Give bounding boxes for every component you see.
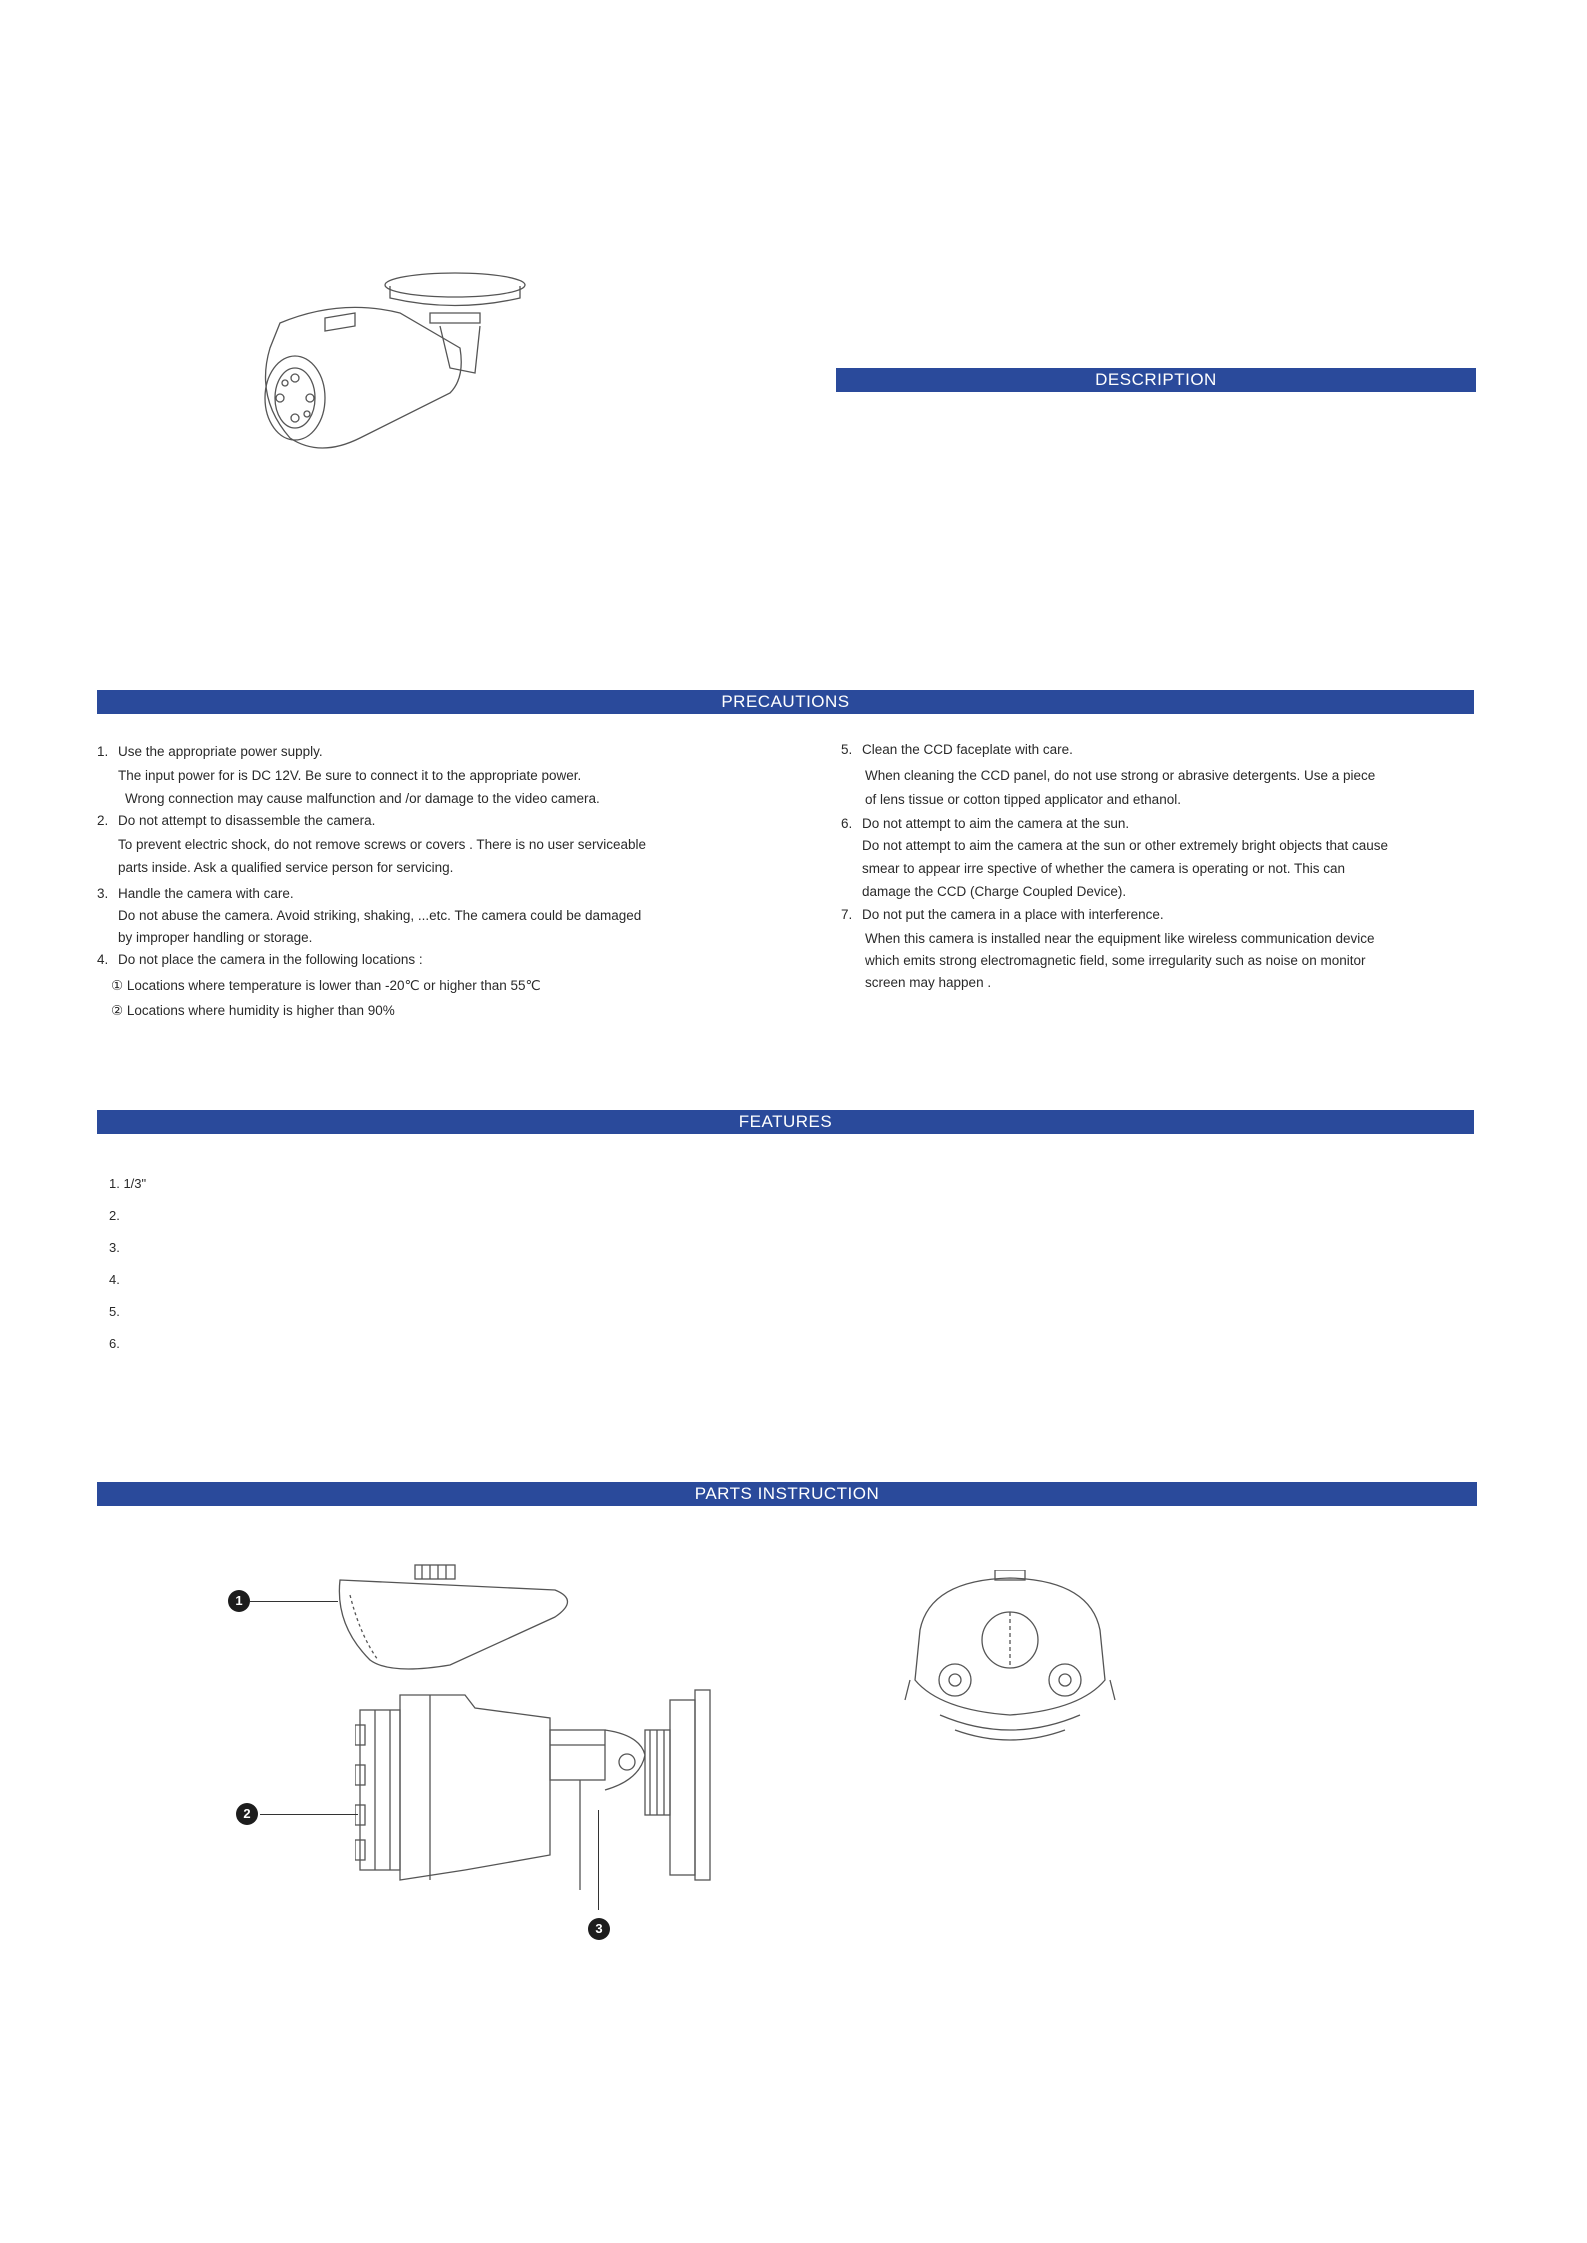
precaution-item: 6. Do not attempt to aim the camera at the sun. Do not attempt to aim the camera at the sun or other extremely bright objects that cause smear to appear irre spective of whether the camera is operating or not. This can damage the CCD (Charge Coupled Device).: [841, 815, 1461, 901]
section-header-precautions: PRECAUTIONS: [97, 690, 1474, 714]
precaution-text: Wrong connection may cause malfunction and /or damage to the video camera.: [125, 791, 600, 806]
precaution-title: Handle the camera with care.: [118, 886, 294, 901]
precaution-item: 5. Clean the CCD faceplate with care. When cleaning the CCD panel, do not use strong or abrasive detergents. Use a piece of lens tissue or cotton tipped applicator and ethanol.: [841, 741, 1461, 809]
callout-line: [598, 1810, 599, 1910]
sunshield-drawing: [330, 1555, 590, 1675]
feature-item: 1. 1/3": [109, 1176, 147, 1191]
camera-illustration: [250, 268, 580, 468]
camera-front-view-drawing: [900, 1570, 1120, 1755]
feature-item: 4.: [109, 1272, 120, 1287]
precaution-text: Do not abuse the camera. Avoid striking, shaking, ...etc. The camera could be damaged: [118, 908, 642, 923]
section-header-features: FEATURES: [97, 1110, 1474, 1134]
precaution-text: screen may happen .: [865, 975, 992, 990]
feature-item: 2.: [109, 1208, 120, 1223]
feature-item: 3.: [109, 1240, 120, 1255]
precaution-item: 2. Do not attempt to disassemble the camera. To prevent electric shock, do not remove screws or covers . There is no user serviceable parts inside. Ask a qualified service person for servicing.: [97, 812, 717, 877]
precaution-title: Clean the CCD faceplate with care.: [862, 742, 1073, 757]
precaution-title: Do not put the camera in a place with interference.: [862, 907, 1164, 922]
precaution-title: Do not place the camera in the following locations :: [118, 952, 423, 967]
precautions-right: [841, 741, 1461, 992]
feature-item: 6.: [109, 1336, 120, 1351]
precaution-item: 1. Use the appropriate power supply. The input power for is DC 12V. Be sure to connect it to the appropriate power. Wrong connection may cause malfunction and /or damage to the video camera.: [97, 743, 717, 808]
precaution-text: smear to appear irre spective of whether the camera is operating or not. This can: [862, 861, 1345, 876]
camera-body-drawing: [355, 1680, 765, 1890]
precautions-left: [97, 743, 717, 1023]
section-header-parts-instruction: PARTS INSTRUCTION: [97, 1482, 1477, 1506]
precaution-text: The input power for is DC 12V. Be sure to connect it to the appropriate power.: [118, 768, 582, 783]
callout-1: 1: [228, 1590, 250, 1612]
precaution-text: To prevent electric shock, do not remove screws or covers . There is no user serviceable: [118, 837, 646, 852]
precaution-text: parts inside. Ask a qualified service person for servicing.: [118, 860, 454, 875]
callout-line: [250, 1601, 338, 1602]
feature-item: 5.: [109, 1304, 120, 1319]
precaution-item: 4. Do not place the camera in the following locations :: [97, 952, 423, 967]
precaution-text: When cleaning the CCD panel, do not use strong or abrasive detergents. Use a piece: [865, 768, 1376, 783]
callout-3: 3: [588, 1918, 610, 1940]
precaution-title: Do not attempt to aim the camera at the sun.: [862, 816, 1130, 831]
precaution-text: which emits strong electromagnetic field, some irregularity such as noise on monitor: [865, 953, 1366, 968]
precaution-text: by improper handling or storage.: [118, 930, 313, 945]
precaution-item: 7. Do not put the camera in a place with interference. When this camera is installed near the equipment like wireless communication device which emits strong electromagnetic field, some irregularity such as noise on monitor screen may happen .: [841, 906, 1461, 992]
location-list: [97, 973, 717, 1023]
callout-2: 2: [236, 1803, 258, 1825]
section-header-description: DESCRIPTION: [836, 368, 1476, 392]
precaution-text: of lens tissue or cotton tipped applicator and ethanol.: [865, 792, 1181, 807]
location-item: ② Locations where humidity is higher than 90%: [111, 1003, 395, 1018]
precaution-title: Do not attempt to disassemble the camera.: [118, 813, 376, 828]
precaution-text: damage the CCD (Charge Coupled Device).: [862, 884, 1127, 899]
callout-line: [260, 1814, 358, 1815]
precaution-title: Use the appropriate power supply.: [118, 744, 323, 759]
precaution-text: When this camera is installed near the equipment like wireless communication device: [865, 931, 1375, 946]
location-item: ① Locations where temperature is lower than -20℃ or higher than 55℃: [111, 978, 541, 993]
precaution-item: 3. Handle the camera with care. Do not abuse the camera. Avoid striking, shaking, ...etc. The camera could be damaged by improper handling or storage.: [97, 885, 717, 947]
precaution-text: Do not attempt to aim the camera at the sun or other extremely bright objects that cause: [862, 838, 1389, 853]
